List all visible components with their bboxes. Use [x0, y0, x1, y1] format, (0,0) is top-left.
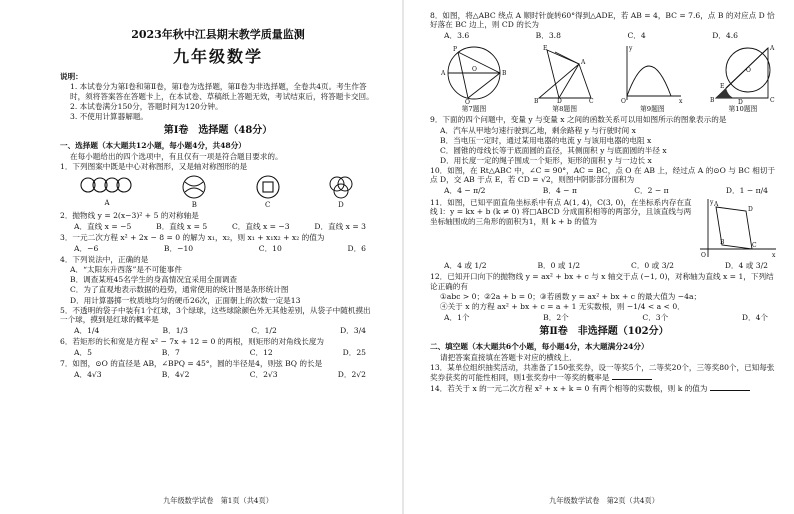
question-8: 8．如图，将△ABC 绕点 A 顺时针旋转60°得到△ADE，若 AB = 4，BC = 7.6，点 B 的对应点 D 恰好落在 BC 边上，则 CD 的长为 [430, 11, 775, 30]
q11-options [430, 261, 778, 270]
q1-figure-c [253, 174, 283, 209]
svg-text:D: D [737, 99, 743, 105]
question-1: 1．下列图案中既是中心对称图形，又是轴对称图形的是 [60, 162, 248, 172]
q3-options [60, 244, 376, 253]
circle-diameter-figure-icon [438, 42, 510, 104]
q5-options [60, 326, 376, 335]
question-11-text [430, 197, 696, 259]
right-page-footer: 九年级数学试卷 第2页（共4页） [549, 496, 659, 506]
q7-option-d: D．2√2 [337, 370, 366, 380]
q1-option-a: A [104, 199, 110, 208]
figure-q8 [533, 42, 597, 113]
svg-text:D: D [748, 206, 753, 214]
q1-option-c: C [264, 201, 271, 210]
question-4: 4．下列说法中，正确的是 [60, 255, 149, 265]
q7-options [60, 370, 376, 379]
svg-text:O: O [621, 98, 627, 105]
svg-text:A: A [769, 45, 775, 53]
q5-option-b: B．1/3 [162, 325, 188, 335]
q9-option-c: C．圆锥的母线长等于底面圆的直径，其侧面积 y 与底面圆的半径 x [440, 145, 667, 155]
q3-option-b: B．−10 [163, 243, 194, 253]
q12-options [430, 313, 778, 322]
q1-figure-d [326, 174, 356, 209]
question-14 [430, 383, 778, 393]
q11-option-d: D．4 或 3/2 [724, 261, 768, 271]
olympic-rings-icon [78, 176, 136, 198]
svg-text:A: A [441, 70, 446, 78]
svg-text:x: x [679, 98, 683, 105]
parabola-graph-figure-icon [619, 42, 685, 104]
figure-q7-caption: 第7题图 [461, 105, 487, 114]
figure-q10 [708, 42, 778, 113]
q1-figures [60, 172, 376, 209]
question-7: 7．如图，⊙O 的直径是 AB，∠BPQ = 45°，圆的半径是4，则弦 BQ 的长是 [60, 359, 323, 369]
section2-title: 二、填空题（本大题共6个小题，每小题4分，本大题满分24分） [430, 342, 649, 352]
q8-options [430, 31, 778, 40]
question-12-conditions-1: ①abc > 0；②2a + b = 0；③若函数 y = ax² + bx + c 的最大值为 −4a； [440, 291, 702, 301]
figure-q9-caption: 第9题图 [639, 105, 665, 114]
svg-text:E: E [542, 45, 548, 53]
q12-option-d: D．4个 [741, 312, 768, 322]
q12-option-a: A．1个 [444, 312, 470, 322]
question-11: 11．如图，已知平面直角坐标系中有点 A(1, 4)，C(3, 0)，在坐标系内存在直线 l：y = kx + b (k ≠ 0) 将□ABCD 分成面积相等的两部分，且该直线与两坐标轴围成的三角形的面积为1，则 k + b 的值为 [430, 198, 692, 226]
q9-option-a: A．汽车从甲地匀速行驶到乙地，剩余路程 y 与行驶时间 x [440, 125, 636, 135]
figure-q9 [619, 42, 685, 113]
q3-option-c: C．10 [258, 243, 282, 253]
question-12: 12．已知开口向下的抛物线 y = ax² + bx + c 与 x 轴交于点 (−1, 0)，对称轴为直线 x = 1，下列结论正确的有 [430, 272, 774, 291]
q6-options [60, 348, 376, 357]
q7-option-b: B．4√2 [161, 370, 190, 380]
section1-instructions: 在每小题给出的四个选项中，有且仅有一项是符合题目要求的。 [70, 152, 283, 162]
svg-text:Q: Q [465, 99, 470, 105]
svg-text:A: A [580, 59, 585, 67]
svg-text:C: C [769, 97, 775, 105]
q4-option-d: D．用计算器掷一枚质地均匀的硬币26次，正面朝上的次数一定是13 [70, 295, 301, 305]
question-3: 3．一元二次方程 x² + 2x − 8 = 0 的解为 x₁，x₂，则 x₁ + x₁x₂ + x₂ 的值为 [60, 232, 325, 242]
q1-figure-b [179, 174, 209, 209]
figure-q10-caption: 第10题图 [728, 105, 758, 114]
question-13 [430, 363, 778, 382]
q6-option-c: C．12 [249, 348, 273, 358]
right-page [404, 0, 794, 514]
q1-option-b: B [191, 201, 197, 210]
svg-text:O: O [701, 252, 706, 260]
q11-option-c: C．0 或 3/2 [631, 261, 674, 271]
note-1: 1. 本试卷分为第Ⅰ卷和第Ⅱ卷，第Ⅰ卷为选择题，第Ⅱ卷为非选择题，全卷共4页。考生作答时，须将答案答在答题卡上，在本试卷、草稿纸上答题无效，考试结束后，将答题卡交回。 [70, 82, 374, 101]
three-circles-icon [326, 174, 356, 200]
figure-q7 [438, 42, 510, 113]
part2-title: 第Ⅱ卷 非选择题（102分） [539, 326, 669, 338]
q13-answer-blank[interactable] [612, 372, 652, 380]
question-11-block [430, 197, 778, 259]
svg-text:B: B [709, 97, 715, 105]
coin-square-hole-icon [253, 174, 283, 200]
svg-text:C: C [588, 98, 594, 105]
parallelogram-coordinate-figure-icon [696, 197, 778, 259]
svg-text:B: B [502, 70, 507, 78]
q11-option-a: A．4 或 1/2 [444, 261, 487, 271]
q7-option-a: A．4√3 [74, 370, 102, 380]
q14-answer-blank[interactable] [710, 383, 750, 391]
note-3: 3. 不使用计算器解题。 [70, 111, 149, 121]
question-5: 5．不透明的袋子中装有1个红球，3个绿球，这些球除颜色外无其他差别，从袋子中随机摸出一个球，摸到是红球的概率是 [60, 305, 371, 324]
circle-with-curves-icon [179, 174, 209, 200]
q4-option-c: C．为了直观地表示数据的趋势，通常使用的统计图是条形统计图 [70, 285, 289, 295]
q3-option-a: A．−6 [74, 243, 99, 253]
exam-title: 2023年秋中江县期末教学质量监测 [131, 28, 305, 41]
subject-title: 九年级数学 [172, 47, 263, 67]
q7-option-c: C．2√3 [249, 370, 278, 380]
figures-row [438, 42, 778, 113]
q2-options [60, 222, 376, 231]
svg-text:E: E [719, 83, 725, 91]
q3-option-d: D．6 [347, 243, 366, 253]
svg-text:y: y [710, 199, 714, 207]
svg-text:y: y [629, 45, 633, 53]
rotated-triangle-figure-icon [533, 42, 597, 104]
q2-option-b: B．直线 x = 5 [156, 221, 208, 231]
question-10: 10．如图，在 Rt△ABC 中，∠C = 90°，AC = BC，点 O 在 AB 上，经过点 A 的⊙O 与 BC 相切于点 D，交 AB 于点 E，若 CD = √2，则图中阴影部分面积为 [430, 166, 776, 185]
q5-option-c: C．1/2 [251, 325, 277, 335]
svg-text:O: O [472, 66, 477, 74]
svg-text:O: O [745, 67, 751, 75]
q10-option-b: B．4 − π [542, 186, 577, 196]
q4-option-b: B．调查某班45名学生的身高情况宜采用全面调查 [70, 275, 238, 285]
q8-option-d: D．4.6 [712, 31, 738, 41]
question-9: 9．下面的四个问题中，变量 y 与变量 x 之间的函数关系可以用如图所示的图象表示的是 [430, 115, 727, 125]
notes-heading: 说明： [60, 72, 83, 82]
tangent-circle-figure-icon [708, 42, 778, 104]
svg-text:D: D [556, 98, 562, 105]
section2-instructions: 请把答案直接填在答题卡对应的横线上． [440, 353, 577, 363]
note-2: 2. 本试卷满分150分，答题时间为120分钟。 [70, 101, 223, 111]
q6-option-a: A．5 [74, 348, 92, 358]
left-page-footer: 九年级数学试卷 第1页（共4页） [163, 496, 273, 506]
svg-text:P: P [453, 46, 458, 54]
svg-text:A: A [714, 201, 719, 209]
svg-text:B: B [720, 239, 725, 247]
question-12-conditions-2: ④关于 x 的方程 ax² + bx + c = a + 1 无实数根，则 −1/4 < a < 0． [440, 301, 685, 311]
q4-option-a: A．“太阳东升西落”是不可能事件 [70, 265, 182, 275]
q8-option-b: B．3.8 [535, 31, 561, 41]
q1-option-d: D [338, 201, 344, 210]
section1-title: 一、选择题（本大题共12小题，每小题4分，共48分） [60, 140, 246, 150]
q12-option-b: B．2个 [543, 312, 569, 322]
question-2: 2．抛物线 y = 2(x−3)² + 5 的对称轴是 [60, 210, 199, 220]
q10-option-d: D．1 − π/4 [725, 186, 768, 196]
q10-options [430, 186, 778, 195]
q2-option-c: C．直线 x = −3 [231, 221, 290, 231]
q5-option-a: A．1/4 [74, 325, 100, 335]
question-14-text: 14．若关于 x 的一元二次方程 x² + x + k = 0 有两个相等的实数根，则 k 的值为 [430, 384, 708, 394]
question-6: 6．若矩形的长和宽是方程 x² − 7x + 12 = 0 的两根，则矩形的对角线长度为 [60, 336, 325, 346]
q12-option-c: C．3个 [642, 312, 669, 322]
q8-option-a: A．3.6 [444, 31, 470, 41]
q8-option-c: C．4 [627, 31, 646, 41]
svg-text:x: x [772, 252, 776, 260]
question-13-text: 13．某单位组织抽奖活动，共准备了150张奖券，设一等奖5个，二等奖20个，三等奖80个，已知每张奖券获奖的可能性相同，则1张奖券中一等奖的概率是 [430, 363, 775, 383]
q5-option-d: D．3/4 [340, 325, 366, 335]
q2-option-d: D．直线 x = 3 [314, 221, 366, 231]
q1-figure-a [78, 176, 136, 207]
svg-text:B: B [533, 98, 539, 105]
q6-option-d: D．25 [342, 348, 366, 358]
part1-title: 第Ⅰ卷 选择题（48分） [163, 124, 273, 136]
q10-option-c: C．2 − π [634, 186, 669, 196]
figure-q8-caption: 第8题图 [552, 105, 578, 114]
q9-option-d: D．用长度一定的绳子围成一个矩形，矩形的面积 y 与一边长 x [440, 155, 652, 165]
q2-option-a: A．直线 x = −5 [74, 221, 132, 231]
q6-option-b: B．7 [161, 348, 180, 358]
q9-option-b: B．当电压一定时，通过某用电器的电流 y 与该用电器的电阻 x [440, 135, 652, 145]
q11-option-b: B．0 或 1/2 [537, 261, 581, 271]
svg-text:C: C [752, 242, 757, 250]
q10-option-a: A．4 − π/2 [444, 186, 486, 196]
